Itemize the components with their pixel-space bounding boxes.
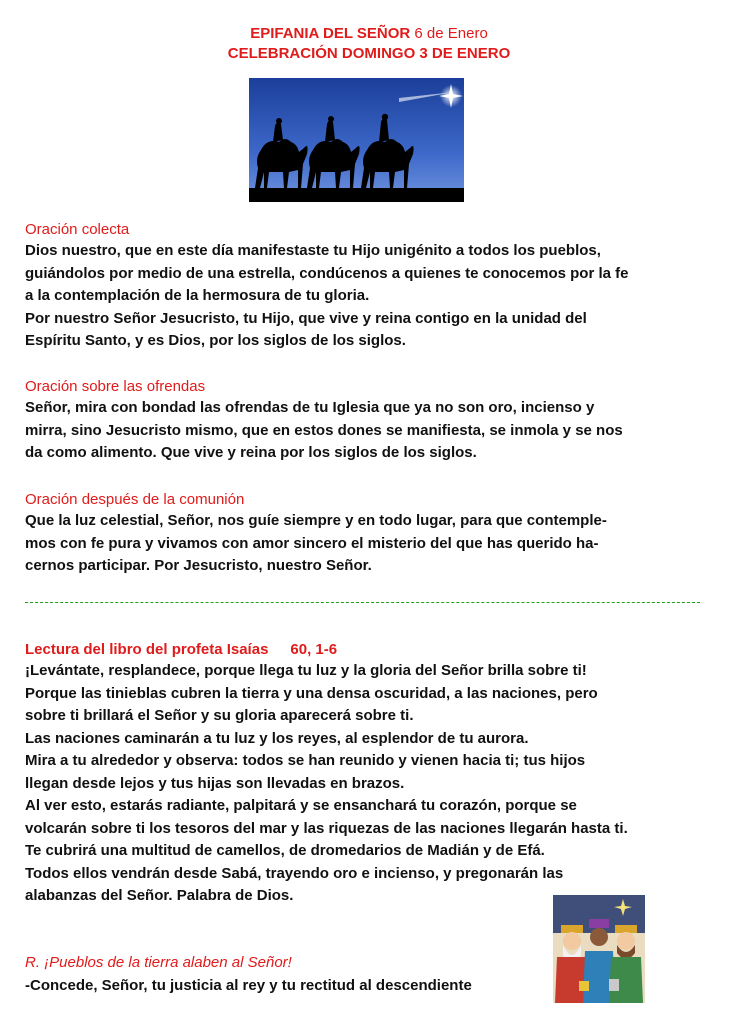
title-date: 6 de Enero: [414, 25, 488, 42]
oracion-colecta: [25, 220, 725, 353]
comunion-line: cernos participar. Por Jesucristo, nuestro Señor.: [25, 557, 372, 574]
lectura-line: sobre ti brillará el Señor y su gloria aparecerá sobre ti.: [25, 707, 414, 724]
ofrendas-line: da como alimento. Que vive y reina por los siglos de los siglos.: [25, 444, 477, 461]
salmo-response: R. ¡Pueblos de la tierra alaben al Señor!: [25, 954, 292, 971]
oracion-comunion: [25, 490, 725, 578]
lectura-line: volcarán sobre ti los tesoros del mar y las riquezas de las naciones llegarán hasta ti.: [25, 819, 628, 837]
colecta-line: Por nuestro Señor Jesucristo, tu Hijo, que vive y reina contigo en la unidad del: [25, 309, 587, 327]
lectura-line: Porque las tinieblas cubren la tierra y una densa oscuridad, a las naciones, pero: [25, 684, 598, 702]
colecta-line: Dios nuestro, que en este día manifestaste tu Hijo unigénito a todos los pueblos,: [25, 242, 601, 259]
section-divider: [25, 602, 700, 603]
ofrendas-heading: Oración sobre las ofrendas: [25, 378, 206, 395]
colecta-line: a la contemplación de la hermosura de tu gloria.: [25, 287, 370, 304]
lectura-line: Mira a tu alrededor y observa: todos se han reunido y vienen hacia ti; tus hijos: [25, 752, 586, 769]
salmo-responsorial: [25, 953, 725, 998]
ofrendas-line: Señor, mira con bondad las ofrendas de tu Iglesia que ya no son oro, incienso y: [25, 399, 595, 416]
lectura-heading: Lectura del libro del profeta Isaías: [25, 641, 269, 658]
lectura-line: Al ver esto, estarás radiante, palpitará y se ensanchará tu corazón, porque se: [25, 797, 577, 814]
comunion-line: Que la luz celestial, Señor, nos guíe siempre y en todo lugar, para que contemple-: [25, 512, 607, 529]
colecta-line: guiándolos por medio de una estrella, condúcenos a quienes te conocemos por la fe: [25, 264, 629, 282]
title-feast: EPIFANIA DEL SEÑOR: [250, 25, 411, 42]
lectura-line: Te cubrirá una multitud de camellos, de dromedarios de Madián y de Efá.: [25, 842, 545, 859]
oracion-ofrendas: [25, 377, 725, 465]
lectura-reference: 60, 1-6: [290, 641, 338, 658]
lectura-line: llegan desde lejos y tus hijas son llevadas en brazos.: [25, 774, 405, 792]
three-kings-illustration: [249, 78, 464, 202]
ofrendas-line: mirra, sino Jesucristo mismo, que en estos dones se manifiesta, se inmola y se nos: [25, 421, 623, 439]
lectura-line: Todos ellos vendrán desde Sabá, trayendo oro e incienso, y pregonarán las: [25, 864, 564, 882]
colecta-heading: Oración colecta: [25, 221, 130, 238]
primera-lectura: [25, 640, 725, 908]
lectura-line: ¡Levántate, resplandece, porque llega tu luz y la gloria del Señor brilla sobre ti!: [25, 662, 587, 679]
comunion-heading: Oración después de la comunión: [25, 491, 245, 508]
page-subtitle: CELEBRACIÓN DOMINGO 3 DE ENERO: [227, 45, 511, 62]
lectura-line: Las naciones caminarán a tu luz y los reyes, al esplendor de tu aurora.: [25, 729, 529, 747]
colecta-line: Espíritu Santo, y es Dios, por los siglos de los siglos.: [25, 332, 406, 349]
comunion-line: mos con fe pura y vivamos con amor sincero el misterio del que has querido ha-: [25, 534, 599, 552]
lectura-line: alabanzas del Señor. Palabra de Dios.: [25, 887, 294, 904]
page-title: [0, 25, 738, 42]
salmo-line: -Concede, Señor, tu justicia al rey y tu rectitud al descendiente: [25, 977, 472, 994]
